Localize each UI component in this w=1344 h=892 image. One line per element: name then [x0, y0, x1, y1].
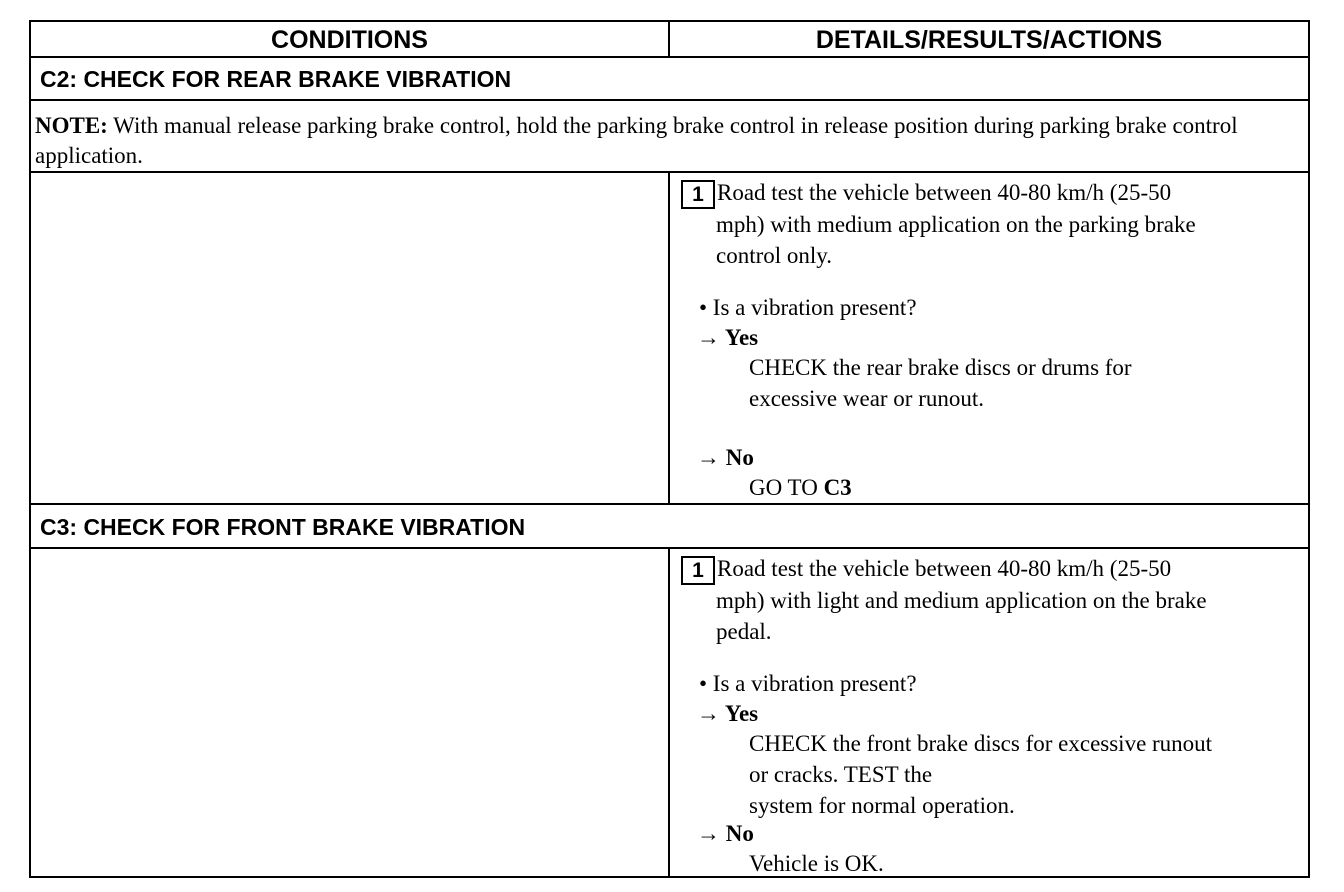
conditions-cell-c2	[31, 173, 670, 503]
question-text: • Is a vibration present?	[699, 295, 917, 320]
table-header	[31, 22, 1308, 58]
step-text-line: mph) with medium application on the parking brake	[716, 212, 1196, 237]
step-1-c3	[681, 553, 1264, 647]
details-cell-c2	[670, 173, 1308, 503]
note-text: With manual release parking brake control, hold the parking brake control in release position during parking brake control application.	[35, 113, 1238, 168]
step-row-c3	[31, 549, 1308, 878]
yes-action-line: CHECK the rear brake discs or drums for	[749, 355, 1132, 380]
yes-action-line: excessive wear or runout.	[749, 386, 985, 411]
details-cell-c3	[670, 549, 1308, 878]
step-text-line: control only.	[716, 243, 833, 268]
no-action-reference: C3	[823, 475, 852, 500]
step-row-c2	[31, 173, 1308, 505]
yes-action-line: or cracks. TEST the	[749, 762, 933, 787]
no-label: → No	[697, 445, 754, 470]
no-action-text: GO TO	[749, 475, 824, 500]
no-action: Vehicle is OK.	[749, 851, 884, 876]
step-text-line: mph) with light and medium application on the brake	[716, 588, 1207, 613]
conditions-column-header: CONDITIONS	[31, 22, 670, 56]
yes-label: → Yes	[697, 325, 759, 350]
step-1-c2	[681, 177, 1264, 271]
step-text-line: Road test the vehicle between 40-80 km/h (25-50	[717, 556, 1172, 581]
yes-action-line: system for normal operation.	[749, 793, 1015, 818]
question-text: • Is a vibration present?	[699, 671, 917, 696]
no-action	[749, 472, 1289, 503]
section-title-c3: C3: CHECK FOR FRONT BRAKE VIBRATION	[31, 505, 1308, 549]
no-label: → No	[697, 821, 754, 846]
conditions-cell-c3	[31, 549, 670, 878]
yes-action-line: CHECK the front brake discs for excessive runout	[749, 731, 1213, 756]
step-number-box: 1	[681, 556, 715, 585]
yes-label: → Yes	[697, 701, 759, 726]
yes-action	[749, 728, 1289, 821]
section-title-c2: C2: CHECK FOR REAR BRAKE VIBRATION	[31, 56, 1308, 101]
step-text-line: pedal.	[716, 619, 772, 644]
note-label: NOTE:	[35, 113, 108, 138]
yes-action	[749, 352, 1289, 414]
details-column-header: DETAILS/RESULTS/ACTIONS	[815, 26, 1163, 54]
step-text-line: Road test the vehicle between 40-80 km/h (25-50	[717, 180, 1172, 205]
note-c2	[31, 101, 1308, 173]
step-number-box: 1	[681, 180, 715, 209]
diagnostic-table	[29, 20, 1310, 878]
